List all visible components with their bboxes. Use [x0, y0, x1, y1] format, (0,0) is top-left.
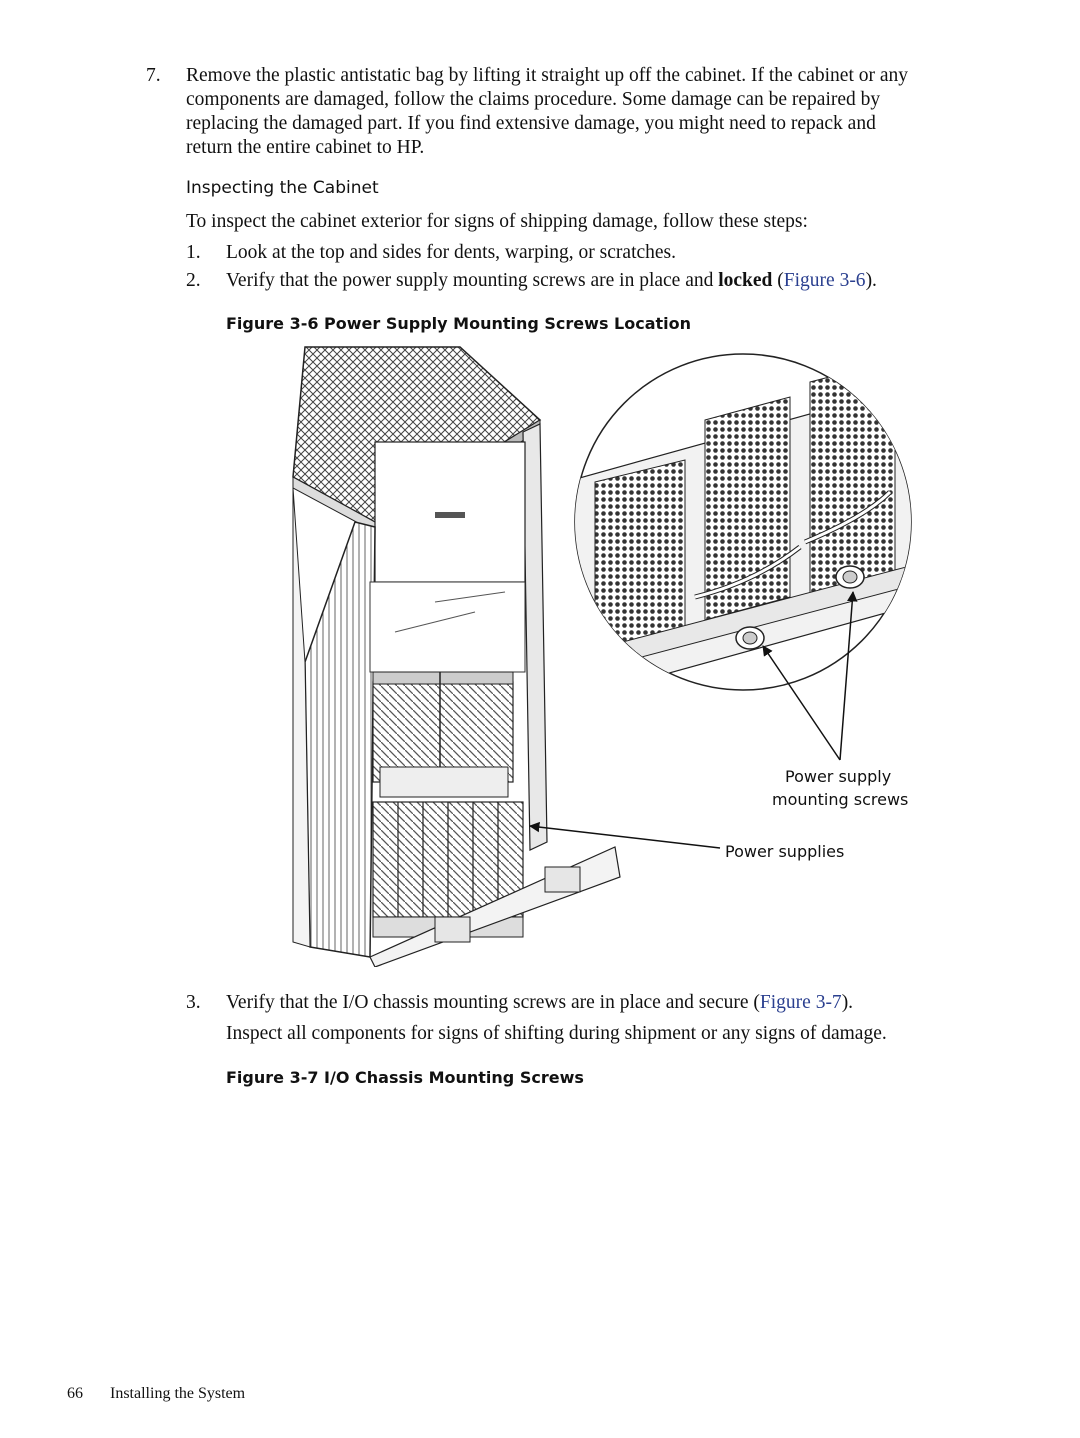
figure-7-caption: Figure 3-7 I/O Chassis Mounting Screws — [226, 1068, 584, 1087]
cabinet-door — [305, 522, 375, 957]
footer-section: Installing the System — [110, 1385, 246, 1402]
figure-6-caption: Figure 3-6 Power Supply Mounting Screws Location — [226, 314, 692, 333]
section-heading: Inspecting the Cabinet — [186, 178, 379, 198]
step-3-paren-close: ). — [841, 992, 854, 1013]
step-7-line: replacing the damaged part. If you find extensive damage, you might need to repack and — [186, 113, 876, 134]
figure-3-7-link[interactable]: Figure 3-7 — [759, 992, 842, 1013]
callout-power-supply: Power supply — [785, 767, 892, 786]
step-2-text — [226, 269, 877, 293]
step-7-line: components are damaged, follow the claims procedure. Some damage can be repaired by — [186, 89, 881, 110]
step-2-paren-open: ( — [772, 270, 784, 291]
step-7-line: return the entire cabinet to HP. — [186, 137, 425, 158]
callout-power-supplies: Power supplies — [725, 842, 845, 861]
step-7-number: 7. — [146, 65, 161, 86]
step-2-text-before: Verify that the power supply mounting screws are in place and — [226, 270, 719, 291]
step-2-bold: locked — [718, 270, 773, 291]
step-2-paren-close: ). — [865, 270, 877, 291]
step-7-line: Remove the plastic antistatic bag by lifting it straight up off the cabinet. If the cabinet or any — [186, 65, 909, 86]
power-supply-illustration — [285, 342, 925, 967]
callout-mounting-screws: mounting screws — [772, 790, 909, 809]
footer-page-number: 66 — [67, 1385, 83, 1402]
step-2-number: 2. — [186, 270, 201, 291]
step-7-text — [186, 64, 1066, 160]
step-3-number: 3. — [186, 992, 201, 1013]
intro-text: To inspect the cabinet exterior for signs of shipping damage, follow these steps: — [186, 211, 808, 232]
figure-3-6-link[interactable]: Figure 3-6 — [783, 270, 866, 291]
step-3-text-before: Verify that the I/O chassis mounting screws are in place and secure ( — [226, 992, 760, 1013]
step-1-number: 1. — [186, 242, 201, 263]
step-3-text — [226, 991, 853, 1015]
step-3-line-2: Inspect all components for signs of shifting during shipment or any signs of damage. — [226, 1023, 887, 1044]
step-1-text: Look at the top and sides for dents, warping, or scratches. — [226, 242, 677, 263]
